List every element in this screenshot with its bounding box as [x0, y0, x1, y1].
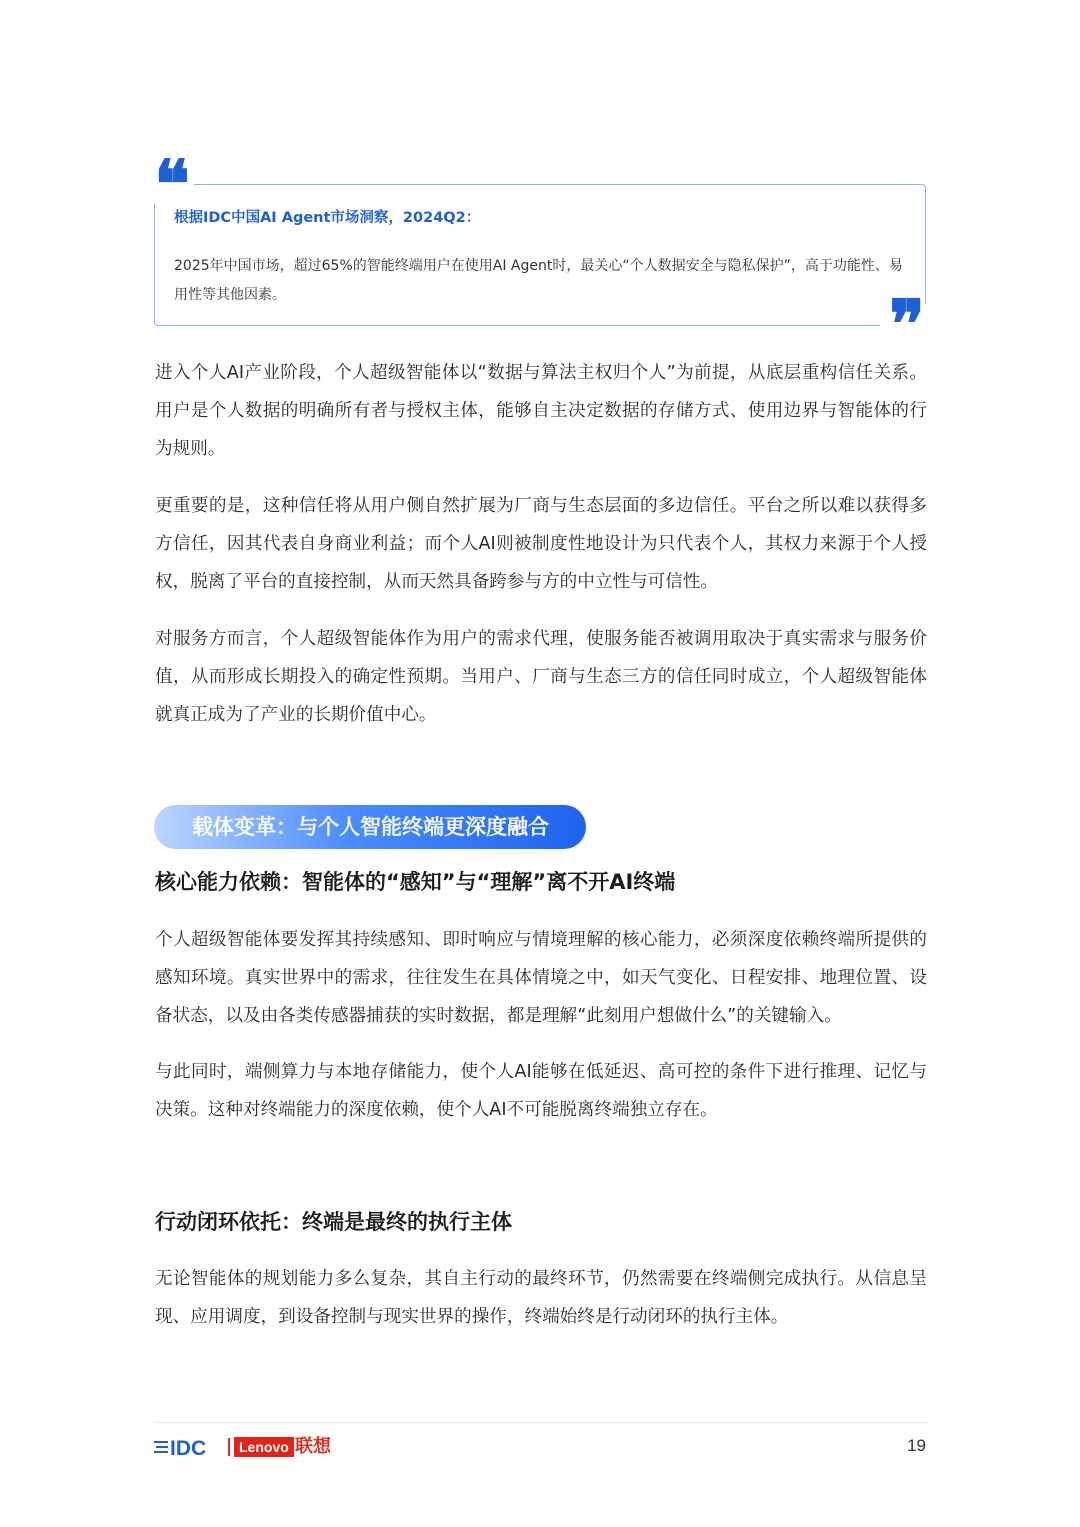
- footer-divider: [155, 1422, 927, 1423]
- section-pill-title: 载体变革：与个人智能终端更深度融合: [192, 815, 549, 839]
- quote-body: 2025年中国市场，超过65%的智能终端用户在使用AI Agent时，最关心“个人数据安全与隐私保护”，高于功能性、易用性等其他因素。: [174, 258, 903, 303]
- subheading-action-loop: 行动闭环依托：终端是最终的执行主体: [155, 1210, 512, 1234]
- lenovo-logo-cn: 联想: [295, 1436, 331, 1457]
- idc-logo-text: IDC: [170, 1437, 207, 1458]
- paragraph-5: 与此同时，端侧算力与本地存储能力，使个人AI能够在低延迟、高可控的条件下进行推理、记忆与决策。这种对终端能力的深度依赖，使个人AI不可能脱离终端独立存在。: [155, 1062, 927, 1120]
- paragraph-1: 进入个人AI产业阶段，个人超级智能体以“数据与算法主权归个人”为前提，从底层重构信任关系。用户是个人数据的明确所有者与授权主体，能够自主决定数据的存储方式、使用边界与智能体的行为规则。: [155, 363, 927, 459]
- open-quote-icon: ❝: [150, 164, 194, 204]
- logo-divider: [228, 1438, 230, 1456]
- idc-logo: [154, 1436, 224, 1458]
- quote-title: 根据IDC中国AI Agent市场洞察，2024Q2：: [174, 210, 481, 226]
- paragraph-6: 无论智能体的规划能力多么复杂，其自主行动的最终环节，仍然需要在终端侧完成执行。从信息呈现、应用调度，到设备控制与现实世界的操作，终端始终是行动闭环的执行主体。: [155, 1269, 927, 1327]
- close-quote-icon: ❞: [880, 304, 934, 344]
- paragraph-2: 更重要的是，这种信任将从用户侧自然扩展为厂商与生态层面的多边信任。平台之所以难以获得多方信任，因其代表自身商业利益；而个人AI则被制度性地设计为只代表个人，其权力来源于个人授权，脱离了平台的直接控制，从而天然具备跨参与方的中立性与可信性。: [155, 496, 927, 592]
- subheading-core-capability: 核心能力依赖：智能体的“感知”与“理解”离不开AI终端: [155, 870, 676, 894]
- lenovo-logo: Lenovo: [234, 1437, 294, 1457]
- paragraph-3: 对服务方而言，个人超级智能体作为用户的需求代理，使服务能否被调用取决于真实需求与服务价值，从而形成长期投入的确定性预期。当用户、厂商与生态三方的信任同时成立，个人超级智能体就真正成为了产业的长期价值中心。: [155, 629, 927, 725]
- paragraph-4: 个人超级智能体要发挥其持续感知、即时响应与情境理解的核心能力，必须深度依赖终端所提供的感知环境。真实世界中的需求，往往发生在具体情境之中，如天气变化、日程安排、地理位置、设备状态，以及由各类传感器捕获的实时数据，都是理解“此刻用户想做什么”的关键输入。: [155, 930, 927, 1026]
- page-number: 19: [907, 1436, 926, 1455]
